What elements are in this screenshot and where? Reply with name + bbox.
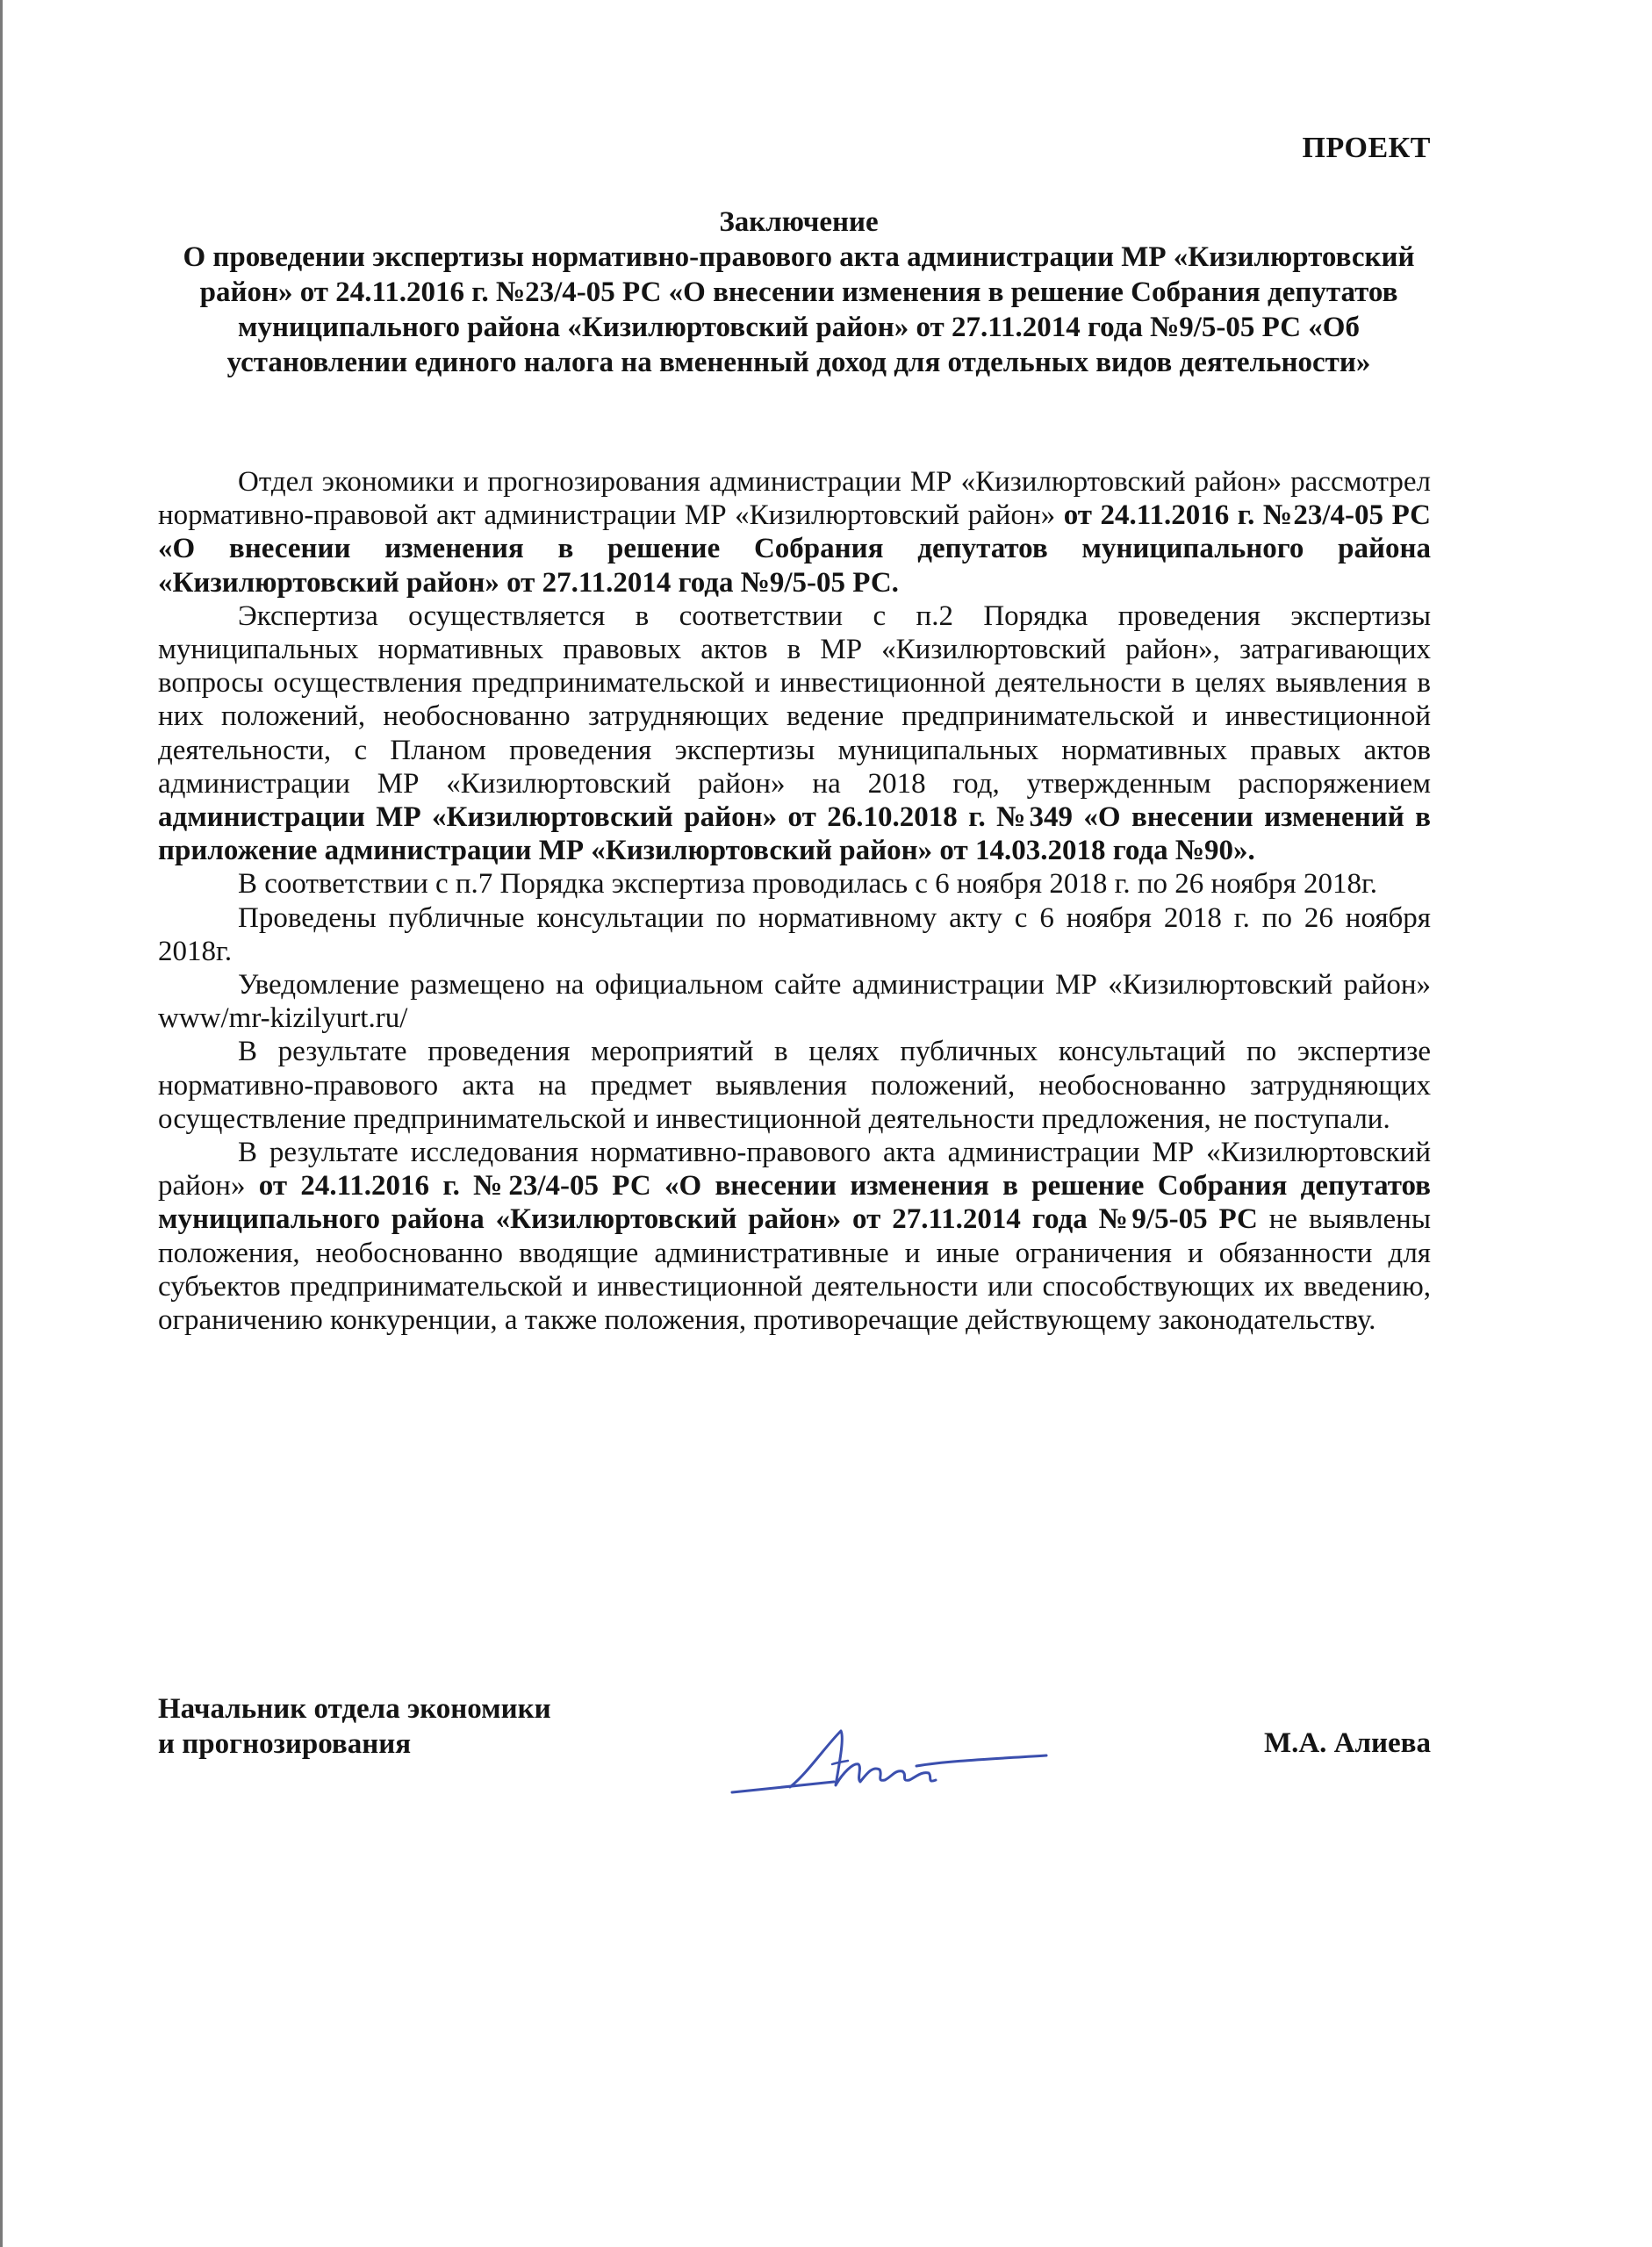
document-subject: О проведении экспертизы нормативно-правового акта администрации МР «Кизилюртовский район» от 24.11.2016 г. №23/4-05 РС «О внесении изменения в решение Собрания депутатов муниципального района «Кизилюртовский район» от 27.11.2014 года №9/5-05 РС «Об установлении единого налога на вмененный доход для отдельных видов деятельности» xyxy=(183,241,1415,378)
signer-position: Начальник отдела экономики и прогнозирования xyxy=(158,1693,551,1760)
order-reference: администрации МР «Кизилюртовский район» от 26.10.2018 г. №349 «О внесении изменений в приложение администрации МР «Кизилюртовский район» от 14.03.2018 года №90». xyxy=(158,801,1431,867)
handwritten-signature xyxy=(729,1712,1053,1808)
paragraph-results: В результате проведения мероприятий в целях публичных консультаций по экспертизе нормативно-правового акта на предмет выявления положений, необоснованно затрудняющих осуществление предпринимательской и инвестиционной деятельности предложения, не поступали. xyxy=(158,1036,1431,1135)
paragraph-conclusion: В результате исследования нормативно-правового акта администрации МР «Кизилюртовский район» от 24.11.2016 г. №23/4-05 РС «О внесении изменения в решение Собрания депутатов муниципального района «Кизилюртовский район» от 27.11.2014 года №9/5-05 РС не выявлены положения, необоснованно вводящие административные и иные ограничения и обязанности для субъектов предпринимательской и инвестиционной деятельности или способствующих их введению, ограничению конкуренции, а также положения, противоречащие действующему законодательству. xyxy=(158,1137,1431,1337)
paragraph-consultations: Проведены публичные консультации по нормативному акту с 6 ноября 2018 г. по 26 ноября 2018г. xyxy=(158,901,1431,967)
act-reference-conclusion: от 24.11.2016 г. №23/4-05 РС «О внесении изменения в решение Собрания депутатов муниципального района «Кизилюртовский район» от 27.11.2014 года №9/5-05 РС xyxy=(158,1170,1431,1236)
paragraph-review: Отдел экономики и прогнозирования администрации МР «Кизилюртовский район» рассмотрел нормативно-правовой акт администрации МР «Кизилюртовский район» от 24.11.2016 г. №23/4-05 РС «О внесении изменения в решение Собрания депутатов муниципального района «Кизилюртовский район» от 27.11.2014 года №9/5-05 РС. xyxy=(158,466,1431,599)
document-title: Заключение xyxy=(719,206,879,238)
signer-name: М.А. Алиева xyxy=(1263,1727,1431,1759)
scan-edge xyxy=(0,0,3,2247)
paragraph-period: В соответствии с п.7 Порядка экспертиза проводилась с 6 ноября 2018 г. по 26 ноября 2018г. xyxy=(238,868,1378,901)
document-heading xyxy=(158,205,1440,380)
paragraph-notice: Уведомление размещено на официальном сайте администрации МР «Кизилюртовский район» www/mr-kizilyurt.ru/ xyxy=(158,969,1431,1035)
draft-stamp: ПРОЕКТ xyxy=(1302,132,1431,164)
paragraph-basis: Экспертиза осуществляется в соответствии с п.2 Порядка проведения экспертизы муниципальных нормативных правовых актов в МР «Кизилюртовский район», затрагивающих вопросы осуществления предпринимательской и инвестиционной деятельности в целях выявления в них положений, необоснованно затрудняющих ведение предпринимательской и инвестиционной деятельности, с Планом проведения экспертизы муниципальных нормативных правых актов администрации МР «Кизилюртовский район» на 2018 год, утвержденным распоряжением администрации МР «Кизилюртовский район» от 26.10.2018 г. №349 «О внесении изменений в приложение администрации МР «Кизилюртовский район» от 14.03.2018 года №90». xyxy=(158,599,1431,867)
document-body xyxy=(158,465,1431,1337)
act-reference: от 24.11.2016 г. №23/4-05 РС «О внесении изменения в решение Собрания депутатов муниципального района «Кизилюртовский район» от 27.11.2014 года №9/5-05 РС. xyxy=(158,499,1431,599)
